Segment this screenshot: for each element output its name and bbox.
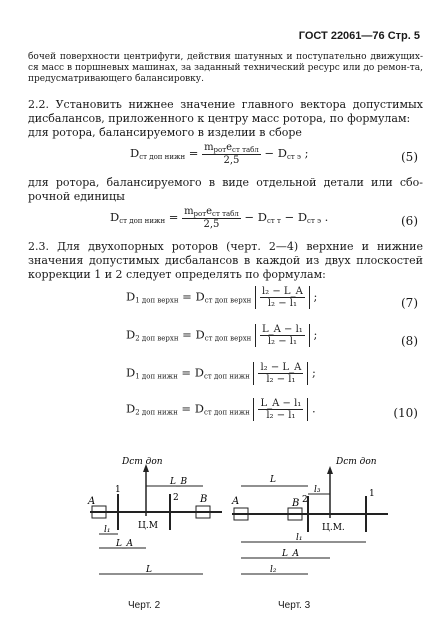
section-2-2-text: 2.2. Установить нижнее значение главного вектора допустимых дисбалансов, приложенного к центру масс ротора, по формулам: <box>28 98 423 125</box>
fig3-label-d: Dст доп <box>336 457 377 467</box>
equation-5: $D_{ст доп нижн}$ = $\frac{m_{рот}e_{ст табл}}{2,5}$ − $D_{ст э}$ ; <box>130 142 309 166</box>
equation-8-number: (8) <box>401 334 418 348</box>
fig2-label-l: L <box>146 565 152 575</box>
fig2-label-1: 1 <box>115 485 121 495</box>
fig2-label-l1: l₁ <box>104 525 111 535</box>
figure-3-caption: Черт. 3 <box>278 600 311 611</box>
fig3-label-l1: l₁ <box>296 533 303 543</box>
equation-6-number: (6) <box>401 214 418 228</box>
fig3-label-l3: l₃ <box>314 485 321 495</box>
fig3-label-la: L_A <box>282 549 299 559</box>
fig2-label-2: 2 <box>173 493 179 503</box>
fig2-label-a: A <box>88 496 96 507</box>
standard-number: ГОСТ 22061—76 <box>298 30 385 42</box>
equation-6: $D_{ст доп нижн}$ = $\frac{m_{рот}e_{ст табл}}{2,5}$ − $D_{ст т} - D_{ст э}$ . <box>110 206 329 230</box>
fig3-label-a: A <box>232 496 240 507</box>
equation-10: $D_{2 доп нижн} = D_{ст доп нижн}$ $\frac{\text{L\_A − l₁}}{\text{l₂ − l₁}}$ . <box>126 398 316 421</box>
equation-5-number: (5) <box>401 150 418 164</box>
section-2-3-text: 2.3. Для двухопорных роторов (черт. 2—4) верхние и нижние значения допустимых дисбалансов в каждой из двух плоскостей коррекции 1 и 2 следует определять по формулам: <box>28 240 423 281</box>
figure-2-caption: Черт. 2 <box>128 600 161 611</box>
fig3-label-1: 1 <box>369 489 375 499</box>
fig3-label-b: B <box>292 498 300 509</box>
case-assembly-text: для ротора, балансируемого в изделии в сборе <box>28 126 302 139</box>
figure-2-diagram <box>82 450 227 590</box>
fig2-label-lb: L_B <box>170 477 188 487</box>
page-header <box>299 30 420 42</box>
fig3-label-l2: l₂ <box>270 565 277 575</box>
fig2-label-b: B <box>200 494 208 505</box>
equation-10-number: (10) <box>393 406 418 420</box>
fig3-label-l: L <box>270 475 276 485</box>
figure-3-diagram <box>226 450 396 590</box>
fig3-label-2: 2 <box>302 495 308 505</box>
fig2-label-d: Dст доп <box>122 457 163 467</box>
equation-7: $D_{1 доп верхн} = D_{ст доп верхн}$ $\frac{\text{l₂ − L\_A}}{\text{l₂ − l₁}}$ ; <box>126 286 318 309</box>
fig3-label-cm: Ц.М. <box>322 523 345 533</box>
equation-8: $D_{2 доп верхн} = D_{ст доп верхн}$ $\frac{\text{L\_A − l₁}}{\text{l₂ − l₁}}$ ; <box>126 324 318 347</box>
intro-paragraph: бочей поверхности центрифуги, действия шатунных и поступательно движущих-ся масс в поршневых машинах, за заданный технический ресурс или до ремон-та, предусматривающего балансировку. <box>28 52 423 84</box>
page-number: Стр. 5 <box>387 30 420 42</box>
fig2-label-la: L_A <box>116 539 133 549</box>
fig2-label-cm: Ц.М <box>138 521 158 531</box>
case-separate-text: для ротора, балансируемого в виде отдельной детали или сбо-рочной единицы <box>28 176 423 203</box>
equation-7-number: (7) <box>401 296 418 310</box>
equation-9: $D_{1 доп нижн} = D_{ст доп нижн}$ $\frac{\text{l₂ − L\_A}}{\text{l₂ − l₁}}$ ; <box>126 362 316 385</box>
